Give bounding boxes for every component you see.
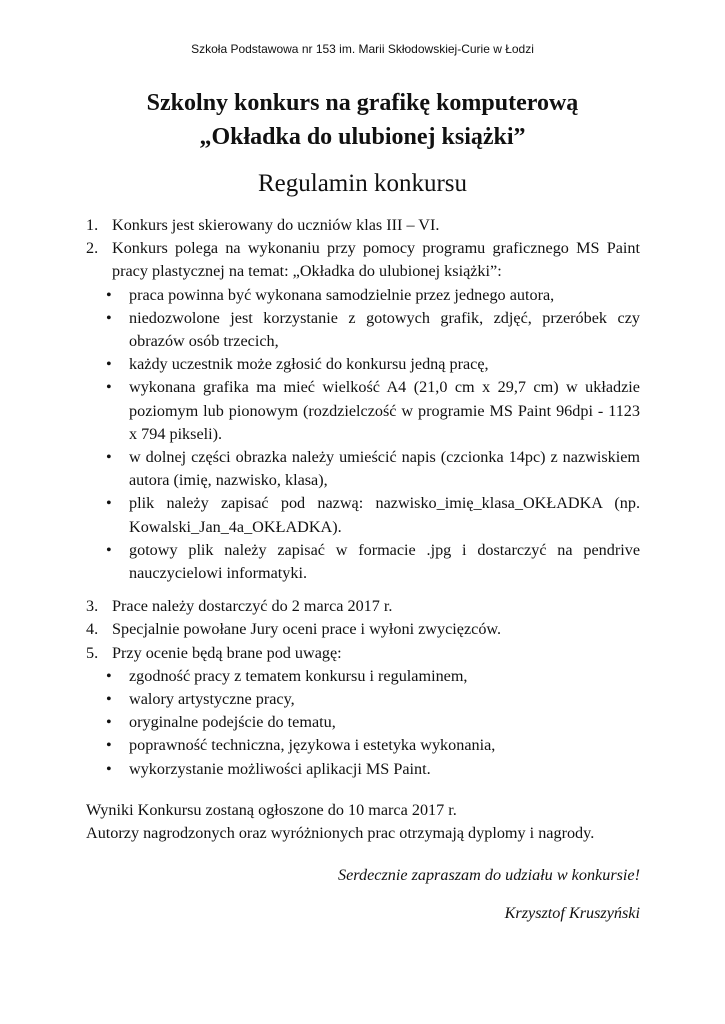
rule-text: Prace należy dostarczyć do 2 marca 2017 r. bbox=[112, 597, 393, 616]
author-signature: Krzysztof Kruszyński bbox=[504, 904, 640, 922]
list-item-text: zgodność pracy z tematem konkursu i regulaminem, bbox=[129, 666, 468, 685]
list-item-text: gotowy plik należy zapisać w formacie .jpg i dostarczyć na pendrive nauczycielowi informatyki. bbox=[129, 540, 640, 583]
rule-item bbox=[86, 237, 640, 585]
rule-number: 2. bbox=[86, 239, 99, 258]
list-item-text: w dolnej części obrazka należy umieścić napis (czcionka 14pc) z nazwiskiem autora (imię, nazwisko, klasa), bbox=[129, 448, 640, 490]
bullet-icon: • bbox=[106, 690, 112, 709]
rule-number: 1. bbox=[86, 216, 99, 234]
rule-text: Przy ocenie będą brane pod uwagę: bbox=[112, 643, 342, 662]
list-item bbox=[103, 711, 640, 734]
bullet-icon: • bbox=[106, 285, 112, 304]
list-item bbox=[103, 376, 640, 446]
list-item bbox=[103, 446, 640, 492]
bullet-icon: • bbox=[106, 736, 112, 755]
rule-number: 4. bbox=[86, 620, 99, 639]
bullet-icon: • bbox=[106, 308, 112, 327]
list-item-text: plik należy zapisać pod nazwą: nazwisko_imię_klasa_OKŁADKA (np. Kowalski_Jan_4a_OKŁADKA). bbox=[129, 494, 640, 536]
bullet-icon: • bbox=[106, 666, 112, 685]
bullet-icon: • bbox=[106, 759, 112, 778]
list-item bbox=[103, 539, 640, 585]
rule-number: 3. bbox=[86, 597, 99, 616]
bullet-icon: • bbox=[106, 713, 112, 732]
list-item-text: wykonana grafika ma mieć wielkość A4 (21,0 cm x 29,7 cm) w układzie poziomym lub pionowym (rozdzielczość w programie MS Paint 96dpi - 1123 x 794 pikseli). bbox=[129, 378, 640, 443]
list-item bbox=[103, 307, 640, 353]
bullet-icon: • bbox=[106, 378, 112, 397]
list-item bbox=[103, 492, 640, 538]
list-item-text: oryginalne podejście do tematu, bbox=[129, 713, 336, 732]
contest-title-line-2: „Okładka do ulubionej książki” bbox=[199, 124, 526, 150]
list-item-text: każdy uczestnik może zgłosić do konkursu jedną pracę, bbox=[129, 355, 489, 374]
rules-heading: Regulamin konkursu bbox=[257, 170, 467, 197]
rule-item bbox=[86, 642, 640, 781]
contest-title-line-1: Szkolny konkurs na grafikę komputerową bbox=[146, 90, 579, 116]
list-item bbox=[103, 734, 640, 757]
rule-text: Specjalnie powołane Jury oceni prace i wyłoni zwycięzców. bbox=[112, 620, 502, 639]
bullet-icon: • bbox=[106, 355, 112, 374]
bullet-icon: • bbox=[106, 540, 112, 559]
list-item-text: wykorzystanie możliwości aplikacji MS Paint. bbox=[129, 759, 431, 778]
list-item bbox=[103, 665, 640, 688]
contest-title bbox=[0, 86, 725, 154]
school-header: Szkoła Podstawowa nr 153 im. Marii Skłodowskiej-Curie w Łodzi bbox=[191, 42, 534, 56]
closing-notes bbox=[86, 799, 640, 845]
bullet-icon: • bbox=[106, 448, 112, 467]
list-item bbox=[103, 353, 640, 376]
rule-item bbox=[86, 618, 640, 641]
list-item-text: walory artystyczne pracy, bbox=[129, 690, 295, 709]
list-item-text: praca powinna być wykonana samodzielnie przez jednego autora, bbox=[129, 285, 555, 304]
list-item-text: niedozwolone jest korzystanie z gotowych grafik, zdjęć, przeróbek czy obrazów osób trzecich, bbox=[129, 308, 640, 351]
rule-text: Konkurs jest skierowany do uczniów klas III – VI. bbox=[112, 216, 440, 234]
results-note: Wyniki Konkursu zostaną ogłoszone do 10 marca 2017 r. bbox=[86, 800, 457, 819]
rules-body bbox=[86, 214, 640, 845]
list-item bbox=[103, 688, 640, 711]
requirements-list bbox=[86, 284, 640, 586]
invitation-text: Serdecznie zapraszam do udziału w konkursie! bbox=[338, 866, 640, 884]
rule-item bbox=[86, 214, 640, 237]
list-item bbox=[103, 284, 640, 307]
rule-number: 5. bbox=[86, 643, 99, 662]
criteria-list bbox=[86, 665, 640, 781]
list-item-text: poprawność techniczna, językowa i estetyka wykonania, bbox=[129, 736, 496, 755]
list-item bbox=[103, 758, 640, 781]
rule-text: Konkurs polega na wykonaniu przy pomocy programu graficznego MS Paint pracy plastycznej na temat: „Okładka do ulubionej książki”: bbox=[112, 239, 640, 281]
bullet-icon: • bbox=[106, 494, 112, 513]
rule-item bbox=[86, 595, 640, 618]
rules-list bbox=[86, 214, 640, 781]
awards-note: Autorzy nagrodzonych oraz wyróżnionych prac otrzymają dyplomy i nagrody. bbox=[86, 824, 595, 843]
